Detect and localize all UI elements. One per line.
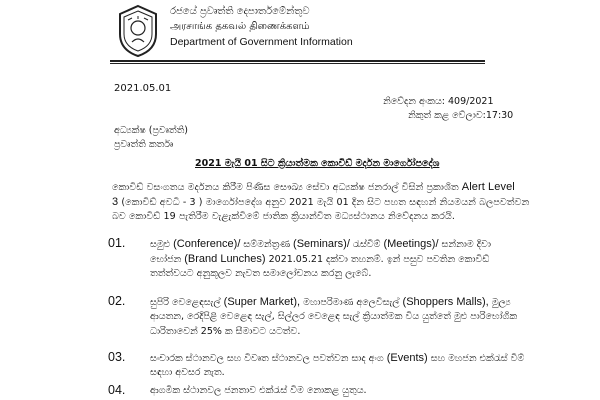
intro-text: (කොවිඩ් අවධි - 3 ) මාර්ගෝපදේශ අනුව 2021 මැයි 01 දින සිට පහත සඳහන් නියමයන් බලපවත්වන: [121, 197, 530, 208]
item-english-term: (Events): [386, 352, 428, 364]
item-text: සන්නාම දිවා: [441, 239, 491, 250]
header-rule-thin: [110, 63, 485, 64]
header-sinhala: රජයේ ප්‍රවෘත්ති දෙපාර්තමේන්තුව: [170, 6, 310, 17]
item-2-line-3: ධාරිතාවෙන් 25% ක සීමාවට යටත්ව.: [150, 326, 301, 337]
item-3-line-2: සඳහා අවසර නැත.: [150, 367, 225, 378]
item-1-line-3: තත්ත්වයට අනුකූලව නැවත සමාලෝචනය කරනු ලැබේ.: [150, 268, 372, 279]
item-3-line-1: [150, 352, 524, 364]
intro-text: කොවිඩ් වසංගතය මර්දනය කිරීම පිණිස සෞඛ්‍ය සේවා අධ්‍යක්ෂ ජනරාල් විසින් ප්‍රකාශිත: [112, 182, 459, 193]
header-english: Department of Government Information: [170, 36, 353, 48]
item-number: 02.: [108, 294, 126, 308]
header-tamil: அரசாங்க தகவல் திணைக்களம்: [170, 21, 310, 32]
document-date: 2021.05.01: [114, 83, 172, 94]
item-2-line-2: ආයතන, රෙදිපිළි වෙළෙඳ සැල්, සිල්ලර වෙළෙඳ සැල් ක්‍රියාත්මක විය යුත්තේ මුළු පාරිභෝගික: [150, 311, 518, 322]
alert-level-label: Alert Level: [461, 181, 515, 193]
intro-line-2: [112, 196, 529, 208]
item-text: මුල්‍ය: [491, 297, 511, 308]
item-number: 04.: [108, 383, 126, 397]
item-english-term: (Conference)/: [173, 238, 241, 250]
release-time: නිකුත් කළ වේලාව:17:30: [408, 110, 514, 121]
item-text: සම්මන්ත්‍රණ: [243, 239, 291, 250]
item-english-term: (Super Market),: [223, 296, 301, 308]
item-english-term: (Meetings)/: [383, 238, 439, 250]
item-text: සංචාරක ස්ථානවල සහ විවෘත ස්ථානවල පවත්වන සාද අංග: [150, 353, 384, 364]
intro-line-1: [112, 181, 515, 193]
recipient-line-2: ප්‍රවෘත්ති කර්තෘ: [114, 139, 174, 150]
item-text: භෝජන: [150, 254, 182, 265]
item-text: සමුළු: [150, 239, 171, 250]
item-text: 2021.05.21 දක්වා තහනම්. ඉන් පසුව පවතින කොවිඩ්: [268, 254, 490, 265]
item-4-line-1: ආගමික ස්ථානවල ජනතාව එක්රැස් වීම නොකළ යුතුය.: [150, 385, 367, 396]
release-number: නිවේදන අංකය: 409/2021: [383, 96, 494, 107]
item-text: සුපිරි වෙළෙඳසැල්: [150, 297, 221, 308]
item-text: රැස්වීම්: [352, 239, 381, 250]
item-number: 03.: [108, 350, 126, 364]
item-english-term: (Brand Lunches): [184, 253, 266, 265]
item-english-term: (Seminars)/: [293, 238, 350, 250]
item-text: මහාපරිමාණ අලෙවිසැල්: [303, 297, 400, 308]
item-1-line-1: [150, 238, 491, 250]
item-english-term: (Shoppers Malls),: [402, 296, 489, 308]
page-title: 2021 මැයි 01 සිට ක්‍රියාත්මක කොවිඩ් මර්දන මාර්ගෝපදේශ: [195, 158, 440, 169]
intro-line-3: බව කොවිඩ් 19 පැතිරීම වැළැක්වීමේ ජාතික ක්‍රියාන්විත මධ්‍යස්ථානය නිවේදනය කරයි.: [112, 211, 455, 222]
recipient-line-1: අධ්‍යක්ෂ (ප්‍රවෘත්ති): [114, 125, 189, 136]
item-2-line-1: [150, 296, 511, 308]
item-number: 01.: [108, 236, 126, 250]
item-1-line-2: [150, 253, 489, 265]
item-text: සහ මහජන එක්රැස් වීම්: [430, 353, 525, 364]
header-rule: [110, 60, 485, 62]
sri-lanka-emblem-icon: [116, 4, 160, 58]
alert-level-number: 3: [112, 196, 119, 208]
